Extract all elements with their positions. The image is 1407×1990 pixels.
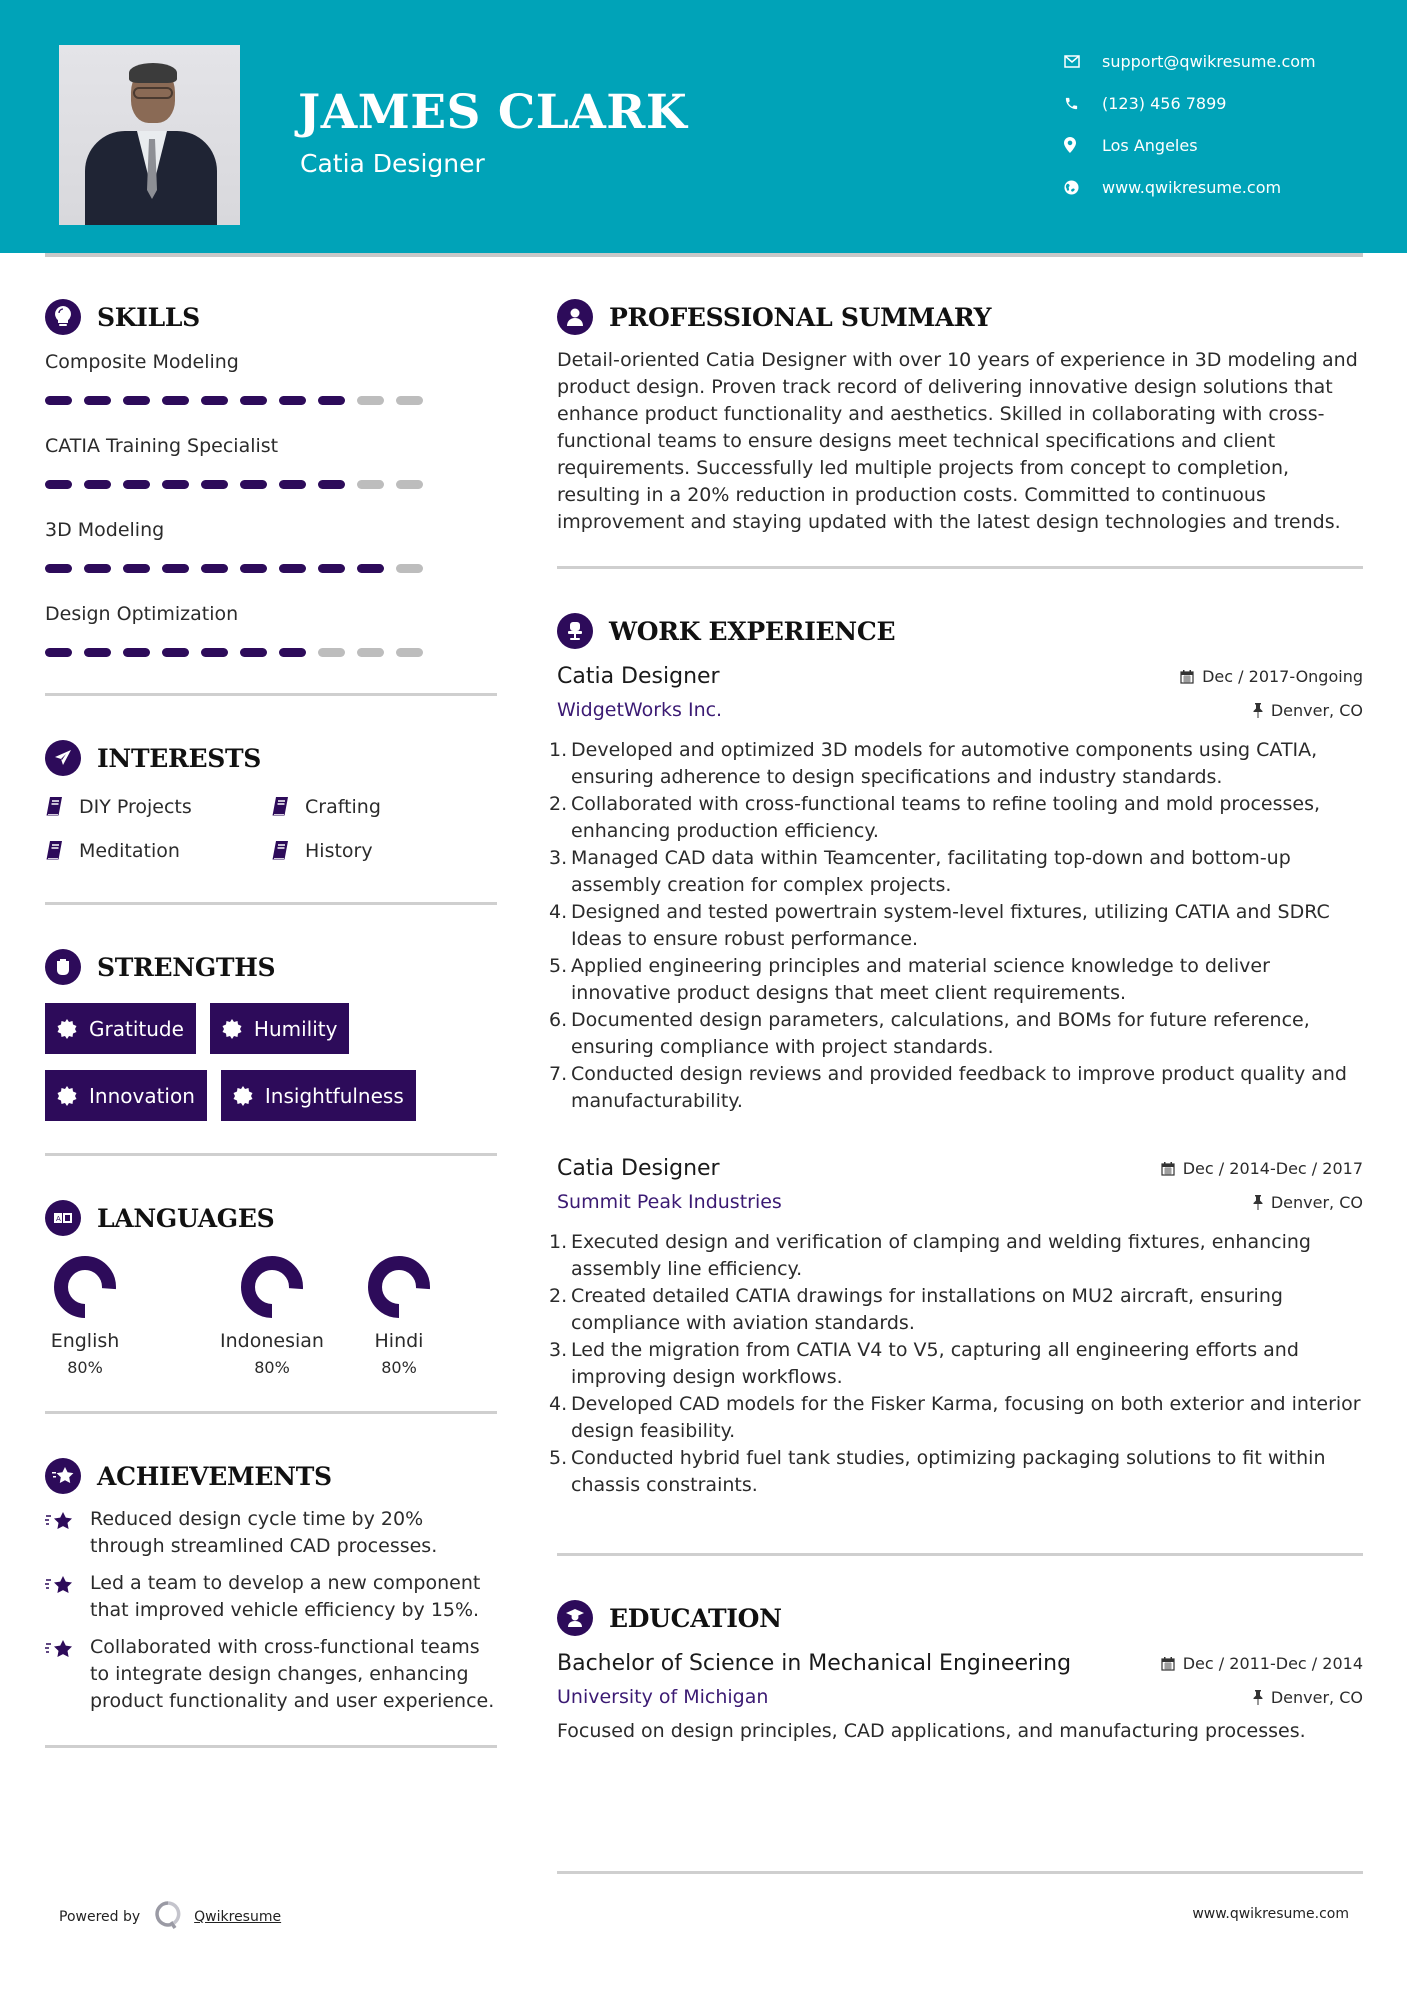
badge-icon: [233, 1086, 253, 1106]
contact-email[interactable]: [1064, 40, 1316, 82]
rating-dash-filled: [45, 480, 72, 489]
rating-dash-filled: [318, 396, 345, 405]
achievement-star-icon: [45, 1506, 90, 1560]
qwikresume-link[interactable]: Qwikresume: [194, 1909, 282, 1925]
achievement-text: Led a team to develop a new component that improved vehicle efficiency by 15%.: [90, 1572, 481, 1621]
summary-title: PROFESSIONAL SUMMARY: [609, 302, 992, 332]
rating-dash-filled: [240, 648, 267, 657]
pushpin-icon: [1253, 1195, 1263, 1210]
achievements-section: [45, 1456, 497, 1748]
interests-section: [45, 738, 497, 905]
rating-dash-filled: [318, 480, 345, 489]
profile-photo: [59, 45, 240, 225]
interest-label: History: [305, 840, 373, 862]
rating-dash-filled: [162, 480, 189, 489]
education-dates: Dec / 2011-Dec / 2014: [1161, 1654, 1363, 1673]
job-title: Catia Designer: [557, 1155, 720, 1181]
rating-dash-filled: [84, 480, 111, 489]
section-divider: [557, 1553, 1363, 1556]
achievements-title: ACHIEVEMENTS: [97, 1461, 332, 1491]
contact-location: [1064, 124, 1316, 166]
job-entry: [549, 1151, 1363, 1499]
book-icon: [271, 841, 305, 861]
languages-list: [45, 1256, 497, 1377]
education-section: [557, 1598, 1363, 1745]
section-divider: [557, 566, 1363, 569]
bullet-item: 2. Created detailed CATIA drawings for installations on MU2 aircraft, ensuring compliance with aviation standards.: [549, 1285, 1283, 1334]
section-divider: [45, 902, 497, 905]
education-location: Denver, CO: [1253, 1688, 1363, 1707]
pushpin-icon: [1253, 1690, 1263, 1705]
book-icon: [271, 797, 305, 817]
bullet-item: 7. Conducted design reviews and provided feedback to improve product quality and manufacturability.: [549, 1063, 1347, 1112]
language-percent: 80%: [381, 1358, 417, 1377]
skill-rating-bar: [45, 463, 497, 505]
interest-label: DIY Projects: [79, 796, 192, 818]
company-name: Summit Peak Industries: [557, 1191, 782, 1213]
skill-label: CATIA Training Specialist: [45, 435, 279, 457]
user-icon: [557, 299, 593, 335]
badge-icon: [57, 1086, 77, 1106]
job-title: Catia Designer: [557, 663, 720, 689]
bullet-item: 5. Applied engineering principles and material science knowledge to deliver innovative product designs that meet client requirements.: [549, 955, 1270, 1004]
contact-list: [1064, 40, 1316, 208]
language-percent: 80%: [254, 1358, 290, 1377]
rating-dash-empty: [357, 396, 384, 405]
qwikresume-logo-icon: [154, 1900, 182, 1934]
language-name: English: [50, 1330, 120, 1352]
language-progress-ring: [54, 1256, 116, 1322]
language-percent: 80%: [67, 1358, 103, 1377]
book-icon: [45, 841, 79, 861]
bullet-item: 6. Documented design parameters, calculations, and BOMs for future reference, ensuring compliance with project standards.: [549, 1009, 1310, 1058]
fist-icon: [45, 949, 81, 985]
achievement-star-icon: [45, 1634, 90, 1715]
company-name: WidgetWorks Inc.: [557, 699, 723, 721]
bullet-item: 4. Designed and tested powertrain system-level fixtures, utilizing CATIA and SDRC Ideas to ensure robust performance.: [549, 901, 1330, 950]
experience-title: WORK EXPERIENCE: [609, 616, 896, 646]
rating-dash-filled: [84, 564, 111, 573]
interest-label: Crafting: [305, 796, 381, 818]
strengths-section: [45, 947, 497, 1156]
badge-icon: [57, 1019, 77, 1039]
skill-rating-bar: [45, 379, 497, 421]
rating-dash-empty: [396, 648, 423, 657]
skill-rating-bar: [45, 631, 497, 673]
rating-dash-empty: [396, 564, 423, 573]
language-item: [359, 1256, 439, 1377]
interest-item: [45, 836, 271, 866]
book-icon: [45, 797, 79, 817]
strength-label: Gratitude: [89, 1016, 184, 1041]
phone-icon: [1064, 96, 1102, 111]
rating-dash-filled: [45, 396, 72, 405]
rating-dash-filled: [201, 648, 228, 657]
rating-dash-filled: [45, 648, 72, 657]
bullet-item: 5. Conducted hybrid fuel tank studies, optimizing packaging solutions to fit within chassis constraints.: [549, 1447, 1326, 1496]
strength-label: Humility: [253, 1016, 338, 1041]
bullet-item: 1. Executed design and verification of clamping and welding fixtures, enhancing assembly line efficiency.: [549, 1231, 1311, 1280]
translate-icon: [45, 1200, 81, 1236]
calendar-icon: [1180, 669, 1194, 684]
jobs-list: [549, 659, 1363, 1499]
contact-location-text: Los Angeles: [1102, 135, 1198, 155]
language-item: [197, 1256, 347, 1377]
strengths-title: STRENGTHS: [97, 952, 276, 982]
section-divider: [45, 1411, 497, 1414]
bullet-item: 4. Developed CAD models for the Fisker Karma, focusing on both exterior and interior design feasibility.: [549, 1393, 1361, 1442]
skill-label: Design Optimization: [45, 603, 239, 625]
interests-title: INTERESTS: [97, 743, 262, 773]
skill-rating-bar: [45, 547, 497, 589]
calendar-icon: [1161, 1656, 1175, 1671]
graduate-icon: [557, 1600, 593, 1636]
rating-dash-filled: [201, 480, 228, 489]
contact-phone-text: (123) 456 7899: [1102, 93, 1227, 113]
languages-section: [45, 1198, 497, 1414]
office-chair-icon: [557, 613, 593, 649]
rating-dash-filled: [201, 396, 228, 405]
summary-text: Detail-oriented Catia Designer with over 10 years of experience in 3D modeling and product design. Proven track record of delivering innovative design solutions that enhance product functionality and aesthetics. Skilled in collaborating with cross-functional teams to ensure designs meet technical specifications and client requirements. Successfully led multiple projects from concept to completion, resulting in a 20% reduction in production costs. Committed to continuous improvement and staying updated with the latest design technologies and trends.: [557, 349, 1358, 533]
section-divider: [45, 693, 497, 696]
rating-dash-filled: [123, 564, 150, 573]
section-divider: [45, 1745, 497, 1748]
job-location: Denver, CO: [1253, 701, 1363, 720]
job-entry: [549, 659, 1363, 1115]
bullet-item: 3. Managed CAD data within Teamcenter, facilitating top-down and bottom-up assembly creation for complex projects.: [549, 847, 1291, 896]
rating-dash-filled: [123, 648, 150, 657]
strength-label: Insightfulness: [264, 1083, 404, 1108]
strength-tag: [45, 1070, 207, 1121]
contact-email-text: support@qwikresume.com: [1102, 51, 1316, 71]
rating-dash-filled: [240, 564, 267, 573]
job-dates: Dec / 2017-Ongoing: [1180, 667, 1363, 686]
skills-list: [45, 345, 497, 673]
bullet-item: 2. Collaborated with cross-functional teams to refine tooling and mold processes, enhancing production efficiency.: [549, 793, 1321, 842]
strength-label: Innovation: [89, 1083, 195, 1108]
section-divider: [45, 1153, 497, 1156]
school-name: University of Michigan: [557, 1686, 769, 1708]
map-pin-icon: [1064, 137, 1102, 153]
interest-item: [271, 792, 497, 822]
education-entry: [557, 1646, 1363, 1745]
job-dates: Dec / 2014-Dec / 2017: [1161, 1159, 1363, 1178]
interests-list: [45, 792, 497, 866]
strength-tag: [221, 1070, 416, 1121]
strength-tag: [210, 1003, 350, 1054]
rating-dash-empty: [318, 648, 345, 657]
powered-by-label: Powered by: [59, 1909, 141, 1925]
contact-website[interactable]: [1064, 166, 1316, 208]
achievement-star-icon: [45, 1570, 90, 1624]
language-progress-ring: [368, 1256, 430, 1322]
skill-label: Composite Modeling: [45, 351, 239, 373]
header-divider: [45, 253, 1363, 257]
skills-section: [45, 297, 497, 696]
rating-dash-filled: [240, 480, 267, 489]
summary-section: [557, 297, 1363, 569]
rating-dash-filled: [240, 396, 267, 405]
section-divider: [557, 1871, 1363, 1874]
interest-item: [271, 836, 497, 866]
calendar-icon: [1161, 1161, 1175, 1176]
lightbulb-icon: [45, 299, 81, 335]
strength-tag: [45, 1003, 196, 1054]
education-title: EDUCATION: [609, 1603, 782, 1633]
rating-dash-filled: [45, 564, 72, 573]
candidate-name: JAMES CLARK: [298, 85, 688, 140]
achievement-item: [45, 1506, 497, 1560]
job-location: Denver, CO: [1253, 1193, 1363, 1212]
rating-dash-filled: [162, 564, 189, 573]
rating-dash-empty: [396, 396, 423, 405]
strengths-list: [45, 1003, 497, 1121]
rating-dash-empty: [357, 648, 384, 657]
language-name: Hindi: [374, 1330, 424, 1352]
achievement-item: [45, 1634, 497, 1715]
paper-plane-icon: [45, 740, 81, 776]
footer-url[interactable]: www.qwikresume.com: [1192, 1906, 1349, 1922]
pushpin-icon: [1253, 703, 1263, 718]
skills-title: SKILLS: [97, 302, 200, 332]
language-name: Indonesian: [220, 1330, 324, 1352]
rating-dash-filled: [357, 564, 384, 573]
rating-dash-filled: [279, 648, 306, 657]
contact-phone[interactable]: [1064, 82, 1316, 124]
education-description: Focused on design principles, CAD applications, and manufacturing processes.: [557, 1720, 1306, 1742]
rating-dash-filled: [84, 396, 111, 405]
language-item: [45, 1256, 125, 1377]
header-banner: [0, 0, 1407, 253]
rating-dash-filled: [279, 480, 306, 489]
language-progress-ring: [241, 1256, 303, 1322]
degree-title: Bachelor of Science in Mechanical Engineering: [557, 1650, 1072, 1676]
achievements-list: [45, 1506, 497, 1715]
right-column: [549, 297, 1363, 1745]
skill-label: 3D Modeling: [45, 519, 165, 541]
contact-website-text: www.qwikresume.com: [1102, 177, 1282, 197]
star-badge-icon: [45, 1458, 81, 1494]
job-bullets: [549, 737, 1363, 1115]
rating-dash-empty: [396, 480, 423, 489]
rating-dash-filled: [279, 396, 306, 405]
rating-dash-empty: [357, 480, 384, 489]
interest-item: [45, 792, 271, 822]
footer-powered-by: [59, 1900, 281, 1934]
globe-icon: [1064, 180, 1102, 195]
experience-section: [549, 611, 1363, 1556]
rating-dash-filled: [318, 564, 345, 573]
rating-dash-filled: [162, 396, 189, 405]
candidate-title: Catia Designer: [300, 149, 485, 178]
envelope-icon: [1064, 55, 1102, 68]
rating-dash-filled: [123, 396, 150, 405]
interest-label: Meditation: [79, 840, 180, 862]
languages-title: LANGUAGES: [97, 1203, 275, 1233]
bullet-item: 1. Developed and optimized 3D models for automotive components using CATIA, ensuring adherence to design specifications and industry standards.: [549, 739, 1318, 788]
rating-dash-filled: [201, 564, 228, 573]
achievement-text: Reduced design cycle time by 20% through streamlined CAD processes.: [90, 1508, 438, 1557]
badge-icon: [222, 1019, 242, 1039]
svg-text:A: A: [56, 1215, 61, 1223]
achievement-text: Collaborated with cross-functional teams to integrate design changes, enhancing product functionality and user experience.: [90, 1636, 495, 1712]
rating-dash-filled: [84, 648, 111, 657]
rating-dash-filled: [162, 648, 189, 657]
achievement-item: [45, 1570, 497, 1624]
rating-dash-filled: [123, 480, 150, 489]
left-column: [45, 297, 497, 1748]
rating-dash-filled: [279, 564, 306, 573]
job-bullets: [549, 1229, 1363, 1499]
bullet-item: 3. Led the migration from CATIA V4 to V5, capturing all engineering efforts and improving design workflows.: [549, 1339, 1299, 1388]
